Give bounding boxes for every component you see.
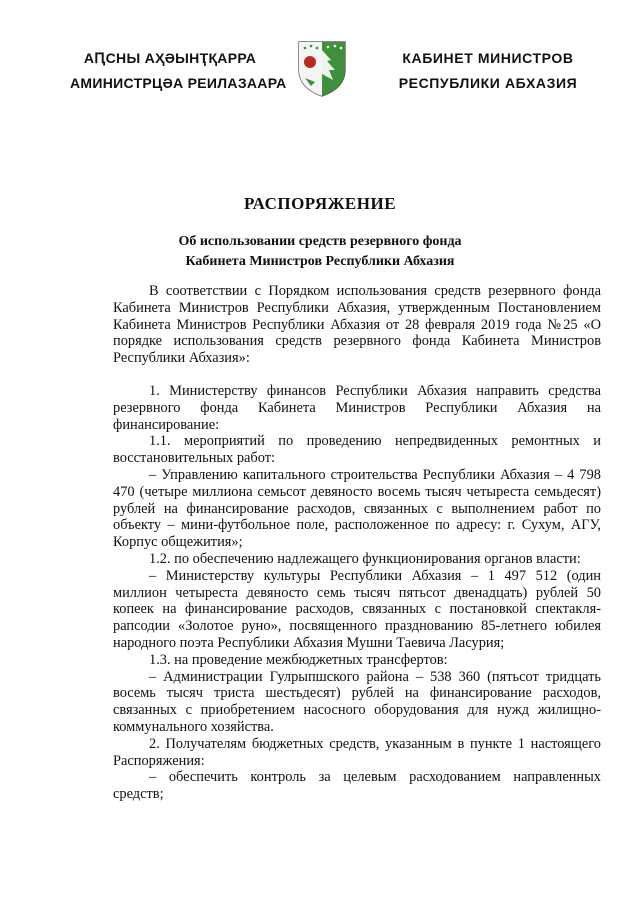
clause-1-3: 1.3. на проведение межбюджетных трансфертов: bbox=[149, 651, 448, 668]
clause-1-2-item: – Министерству культуры Республики Абхазия – 1 497 512 (один миллион четыреста девяносто семь тысяч пятьсот двенадцать) рублей 50 копеек на финансирование расходов, связанных с постановкой спектакля-рапсодии «Золотое руно», посвященного празднованию 85-летнего юбилея народного поэта Республики Абхазия Мушни Таевича Ласурия; bbox=[113, 567, 601, 651]
letterhead-left-line-1: АԤСНЫ АҲӘЫНҬҚАРРА bbox=[83, 50, 257, 66]
clause-1-3-item: – Администрации Гулрыпшского района – 538 360 (пятьсот тридцать восемь тысяч триста шестьдесят) рублей на финансирование расходов, связанных с приобретением насосного оборудования для нужд жилищно-коммунального хозяйства. bbox=[113, 668, 601, 735]
clause-1: 1. Министерству финансов Республики Абхазия направить средства резервного фонда Кабинета Министров Республики Абхазия на финансирование: bbox=[113, 382, 601, 433]
letterhead-right-line-2: РЕСПУБЛИКИ АБХАЗИЯ bbox=[398, 75, 578, 91]
preamble-paragraph: В соответствии с Порядком использования средств резервного фонда Кабинета Министров Республики Абхазия, утвержденным Постановлением Кабинета Министров Республики Абхазия от 28 февраля 2019 года №25 «О порядке использования средств резервного фонда Кабинета Министров Республики Абхазия»: bbox=[113, 283, 601, 367]
document-title: РАСПОРЯЖЕНИЕ bbox=[243, 194, 397, 213]
clause-1-1: 1.1. мероприятий по проведению непредвиденных ремонтных и восстановительных работ: bbox=[113, 433, 601, 467]
letterhead-right-line-1: КАБИНЕТ МИНИСТРОВ bbox=[402, 50, 574, 66]
letterhead-abkhaz-text bbox=[70, 46, 287, 96]
document-subtitle bbox=[0, 232, 640, 272]
clause-1-2: 1.2. по обеспечению надлежащего функционирования органов власти: bbox=[149, 550, 581, 567]
letterhead bbox=[0, 40, 640, 140]
document-body bbox=[113, 283, 601, 803]
clause-2-item: – обеспечить контроль за целевым расходованием направленных средств; bbox=[113, 769, 601, 803]
subtitle-line-2: Кабинета Министров Республики Абхазия bbox=[185, 254, 455, 269]
clause-2: 2. Получателям бюджетных средств, указанным в пункте 1 настоящего Распоряжения: bbox=[113, 735, 601, 769]
coat-of-arms-icon bbox=[297, 40, 347, 98]
letterhead-russian-text bbox=[388, 46, 588, 96]
clause-1-1-item: – Управлению капитального строительства Республики Абхазия – 4 798 470 (четыре миллиона семьсот девяносто восемь тысяч четыреста семьдесят) рублей на финансирование расходов, связанных с выполнением работ по объекту – мини-футбольное поле, расположенное по адресу: г. Сухум, АГУ, Корпус общежития»; bbox=[113, 466, 601, 551]
letterhead-left-line-2: АМИНИСТРЦӘА РЕИЛАЗААРА bbox=[70, 75, 287, 91]
subtitle-line-1: Об использовании средств резервного фонда bbox=[178, 234, 462, 249]
